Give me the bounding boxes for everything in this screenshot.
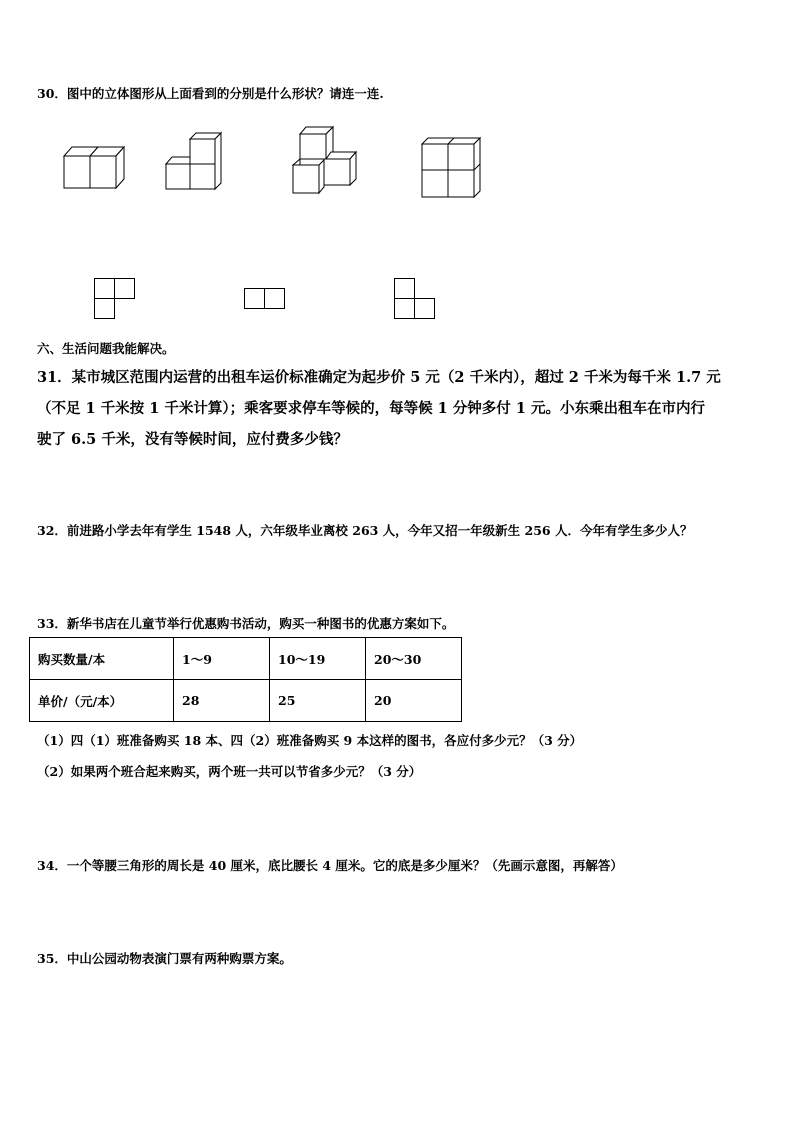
question-33-part-1: （1）四（1）班准备购买 18 本、四（2）班准备购买 9 本这样的图书，各应付多少元？（3 分） [37,733,583,748]
table-cell: 20～30 [366,638,462,680]
question-35: 35．中山公园动物表演门票有两种购票方案。 [37,951,292,966]
question-31-line-2: （不足 1 千米按 1 千米计算）；乘客要求停车等候的，每等候 1 分钟多付 1 元。小东乘出租车在市内行 [37,400,705,417]
question-32: 32．前进路小学去年有学生 1548 人，六年级毕业离校 263 人，今年又招一年级新生 256 人．今年有学生多少人？ [37,523,693,538]
table-cell: 28 [174,680,270,722]
top-view-3 [393,277,437,321]
table-row [30,680,462,722]
table-cell: 1～9 [174,638,270,680]
table-cell: 10～19 [270,638,366,680]
top-view-2 [243,287,287,311]
solid-figure-4 [420,136,484,200]
question-34: 34．一个等腰三角形的周长是 40 厘米，底比腰长 4 厘米。它的底是多少厘米？（先画示意图，再解答） [37,858,623,873]
solid-figure-1 [62,144,128,192]
question-33: 33．新华书店在儿童节举行优惠购书活动，购买一种图书的优惠方案如下。 [37,616,455,631]
solid-figure-3 [291,125,361,197]
question-33-part-2: （2）如果两个班合起来购买，两个班一共可以节省多少元？（3 分） [37,764,422,779]
table-cell: 20 [366,680,462,722]
solid-figure-2 [164,131,226,193]
table-cell: 单价/（元/本） [30,680,174,722]
question-31-line-1: 31．某市城区范围内运营的出租车运价标准确定为起步价 5 元（2 千米内），超过 2 千米为每千米 1.7 元 [37,369,721,386]
table-cell: 25 [270,680,366,722]
section-6-heading: 六、生活问题我能解决。 [37,341,175,356]
table-cell: 购买数量/本 [30,638,174,680]
discount-table [29,637,462,722]
question-30: 30．图中的立体图形从上面看到的分别是什么形状？请连一连. [37,86,384,101]
question-31 [37,362,759,455]
top-view-1 [93,277,137,321]
table-row [30,638,462,680]
question-31-line-3: 驶了 6.5 千米，没有等候时间，应付费多少钱？ [37,431,348,448]
